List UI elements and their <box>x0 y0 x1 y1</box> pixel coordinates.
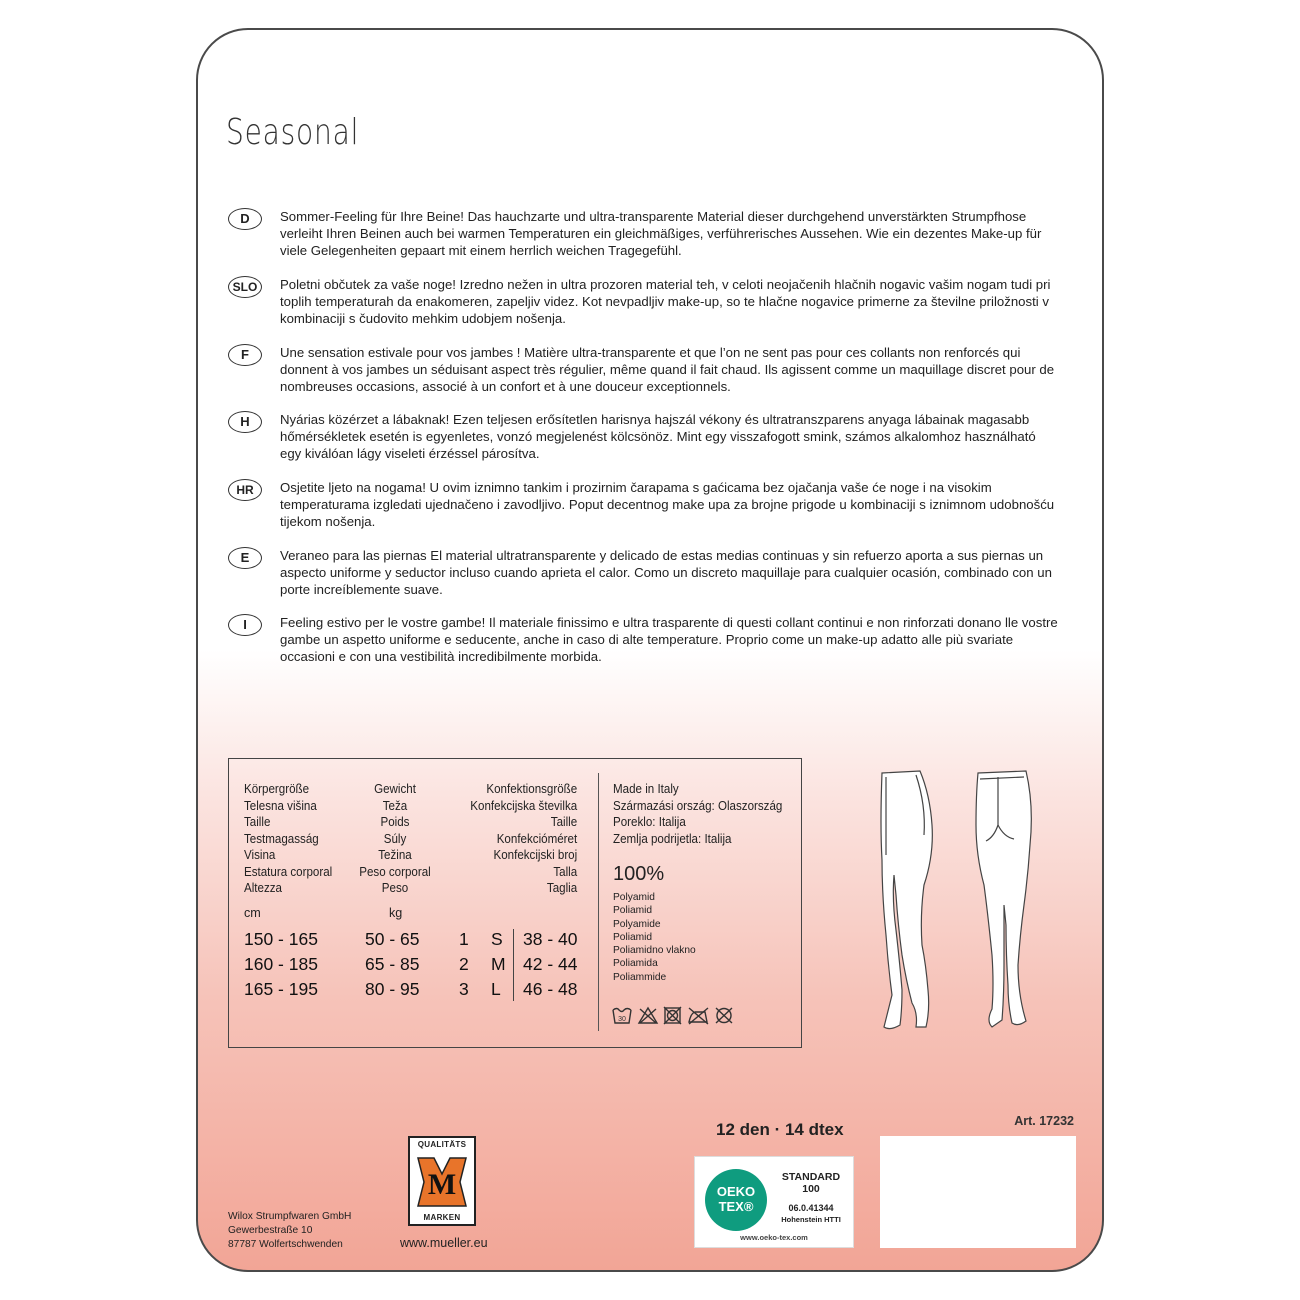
material-names: Polyamid Poliamid Polyamide Poliamid Poliamidno vlakno Poliamida Poliammide <box>613 892 696 983</box>
legs-illustration-icon <box>868 765 1068 1040</box>
no-bleach-icon <box>639 1008 657 1023</box>
product-title: Seasonal <box>226 112 360 153</box>
barcode-area <box>880 1136 1076 1248</box>
no-iron-icon <box>689 1008 708 1024</box>
wash-30-icon <box>613 1009 631 1024</box>
svg-text:M: M <box>427 1168 457 1201</box>
lang-text: Sommer-Feeling für Ihre Beine! Das hauchzarte und ultra-transparente Material dieser durchgehend unverstärkten Strumpfhose verleiht Ihren Beinen auch bei warmen Temperaturen ein gleichmäßiges, verführerisches Aussehen. Wie ein dezentes Make-up für viele Gelegenheiten gepaart mit einem herrlich weichen Tragegefühl. <box>280 209 1042 258</box>
manufacturer-address: Wilox Strumpfwaren GmbH Gewerbestraße 10 87787 Wolfertschwenden <box>228 1211 352 1250</box>
no-dry-clean-icon <box>716 1008 732 1023</box>
size-labels: Konfektionsgröße Konfekcijska številka Taille Konfekcióméret Konfekcijski broj Talla Taglia <box>470 782 577 895</box>
table-divider <box>598 773 599 1031</box>
table-row: 165 - 195 80 - 95 3 L 46 - 48 <box>244 979 578 999</box>
lang-badge: F <box>228 344 262 366</box>
qualitaets-marken-logo-icon: QUALITÄTS M MARKEN <box>408 1136 476 1226</box>
weight-labels: Gewicht Teža Poids Súly Težina Peso corporal Peso <box>359 782 431 895</box>
lang-badge: D <box>228 208 262 230</box>
lang-text: Osjetite ljeto na nogama! U ovim iznimno tankim i prozirnim čarapama s gaćicama bez ojačanja vaše će noge i na visokim temperaturama izgledati ujednačeno i zavodljivo. Poput decentnog make upa za brojne prigode u kombinaciji s iznimnom udobnošću tijekom nošenja. <box>280 480 1055 529</box>
lang-text: Une sensation estivale pour vos jambes ! Matière ultra-transparente et que l’on ne sent pas pour ces collants non renforcés qui donnent à vos jambes un séduisant aspect très régulier, même quand il fait chaud. Ils agissent comme un maquillage discret pour de nombreuses occasions, associé à un confort et à une douceur exceptionnels. <box>280 345 1055 394</box>
lang-badge: SLO <box>228 276 262 298</box>
article-number: Art. 17232 <box>1014 1114 1074 1128</box>
origin-info: Made in Italy Származási ország: Olaszország Poreklo: Italija Zemlja podrijetla: Italija <box>613 782 783 846</box>
oeko-standard: STANDARD 100 <box>781 1171 841 1195</box>
svg-text:30: 30 <box>618 1016 626 1023</box>
unit-kg: kg <box>389 906 403 920</box>
package-back-card <box>196 28 1104 1272</box>
column-separator <box>513 929 514 1001</box>
size-table <box>228 758 802 1048</box>
lang-text: Feeling estivo per le vostre gambe! Il materiale finissimo e ultra trasparente di questi collant continui e non rinforzati donano lle vostre gambe un aspetto uniforme e seducente, anche in caso di alte temperature. Proprio come un make-up adatto alle più svariate occasioni e con una vestibilità incredibilmente morbida. <box>280 615 1058 664</box>
material-percent: 100% <box>613 863 665 885</box>
oeko-web: www.oeko-tex.com <box>740 1233 808 1242</box>
lang-badge: H <box>228 411 262 433</box>
no-tumble-dry-icon <box>664 1007 681 1024</box>
oeko-cert: 06.0.41344 Hohenstein HTTI <box>781 1203 841 1224</box>
table-row: 160 - 185 65 - 85 2 M 42 - 44 <box>244 954 578 974</box>
lang-badge: E <box>228 547 262 569</box>
height-labels: Körpergröße Telesna višina Taille Testmagasság Visina Estatura corporal Altezza <box>244 782 333 895</box>
lang-text: Nyárias közérzet a lábaknak! Ezen teljesen erősítetlen harisnya hajszál vékony és ultratranszparens anyaga lábainak magasabb hőmérsékletek esetén is egyenletes, vonzó megjelenést kölcsönöz. Mint egy visszafogott smink, számos alkalomhoz használható egy kiválóan lágy viseleti érzéssel párosítva. <box>280 412 1036 461</box>
denier-info: 12 den · 14 dtex <box>716 1120 844 1139</box>
lang-text: Veraneo para las piernas El material ultratransparente y delicado de estas medias continuas y sin refuerzo aporta a sus piernas un aspecto uniforme y seductor incluso cuando aprieta el calor. Como un discreto maquillaje para cualquier ocasión, combinado con un porte increíblemente suave. <box>280 548 1052 597</box>
oeko-tex-logo-icon: OEKO TEX® <box>705 1169 767 1231</box>
table-row: 150 - 165 50 - 65 1 S 38 - 40 <box>244 929 578 949</box>
lang-text: Poletni občutek za vaše noge! Izredno nežen in ultra prozoren material teh, v celoti neojačenih hlačnih nogavic vašim nogam tudi pri toplih temperaturah da enakomeren, zapeljiv videz. Kot nevpadljiv make-up, so te hlačne nogavice primerne za številne priložnosti v kombinaciji s čudovito mehkim udobjem nošenja. <box>280 277 1051 326</box>
website-url: www.mueller.eu <box>400 1236 488 1250</box>
oeko-tex-label <box>694 1156 854 1248</box>
lang-badge: I <box>228 614 262 636</box>
lang-badge: HR <box>228 479 262 501</box>
unit-cm: cm <box>244 906 261 920</box>
care-symbols <box>611 1005 741 1027</box>
